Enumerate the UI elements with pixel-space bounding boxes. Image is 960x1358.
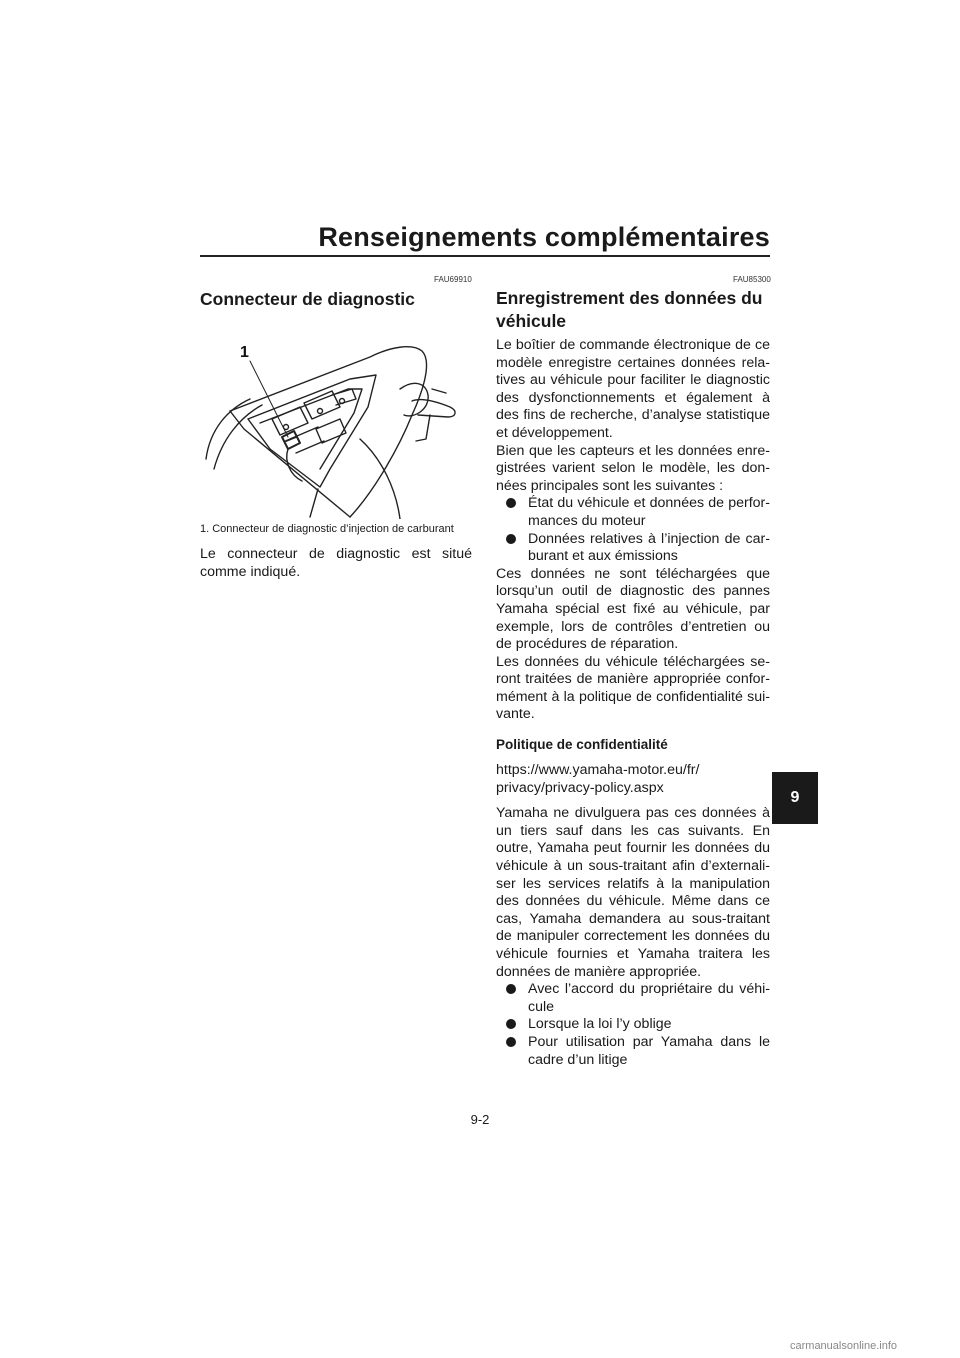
section-heading-vehicle-data: Enregistrement des données du véhicule: [496, 288, 763, 331]
page-number: 9-2: [470, 1112, 490, 1127]
paragraph-3: Ces données ne sont téléchargées que lorsqu’un outil de diagnostic des pannes Yamaha spécial est fixé au véhicule, par exemple, lors de contrôles d’entretien ou de procédures de réparation.: [496, 565, 770, 653]
paragraph-5: Yamaha ne divulguera pas ces données à un tiers sauf dans les cas suivants. En outre, Yamaha peut fournir les données du véhicule à un sous-traitant afin d’externali-ser les services relatifs à la manipulation des données du véhicule. Même dans ce cas, Yamaha demandera au sous-traitant de manipuler correctement les données du véhicule fournies et Yamaha traitera les données de manière appropriée.: [496, 805, 770, 980]
privacy-url-line-2[interactable]: privacy/privacy-policy.aspx: [496, 779, 664, 796]
chapter-tab: 9: [772, 772, 818, 824]
diagnostic-connector-illustration: [200, 319, 472, 519]
list-item: Avec l’accord du propriétaire du véhi-cule: [496, 981, 770, 1016]
diagnostic-body-text: Le connecteur de diagnostic est situé comme indiqué.: [200, 546, 472, 580]
watermark: carmanualsonline.info: [790, 1340, 898, 1352]
list-item: Lorsque la loi l’y oblige: [496, 1016, 770, 1034]
paragraph-1: Le boîtier de commande électronique de ce modèle enregistre certaines données rela-tives au véhicule pour faciliter le diagnostic des dysfonctionnements et également à des fins de recherche, d’analyse statistique et développement.: [496, 337, 770, 441]
page-title: Renseignements complémentaires: [318, 222, 770, 252]
header-rule: [200, 255, 770, 257]
paragraph-2: Bien que les capteurs et les données enre-gistrées varient selon le modèle, les don-nées principales sont les suivantes :: [496, 442, 770, 494]
motorcycle-seat-diagram: [200, 319, 472, 519]
privacy-url-line-1[interactable]: https://www.yamaha-motor.eu/fr/: [496, 762, 700, 779]
bullet-icon: [506, 1037, 516, 1047]
list-item: Données relatives à l’injection de car-burant et aux émissions: [496, 531, 770, 566]
section-heading-diagnostic: Connecteur de diagnostic: [200, 289, 415, 309]
paragraph-4: Les données du véhicule téléchargées se-ront traitées de manière appropriée confor-mément à la politique de confidentialité sui-vante.: [496, 653, 770, 723]
bullet-icon: [506, 534, 516, 544]
section-code-right: FAU85300: [733, 275, 771, 284]
section-code-left: FAU69910: [434, 275, 472, 284]
bullet-icon: [506, 498, 516, 508]
right-column: [496, 287, 770, 1069]
bullet-icon: [506, 1019, 516, 1029]
figure-callout-1: 1: [240, 344, 249, 361]
bullet-list-2: [496, 981, 770, 1069]
privacy-subheading: Politique de confidentialité: [496, 737, 668, 753]
list-item: Pour utilisation par Yamaha dans le cadre d’un litige: [496, 1034, 770, 1069]
bullet-list-1: [496, 495, 770, 565]
bullet-icon: [506, 984, 516, 994]
figure-caption: 1. Connecteur de diagnostic d’injection de carburant: [200, 523, 454, 535]
list-item: État du véhicule et données de perfor-mances du moteur: [496, 495, 770, 530]
left-column: [200, 288, 472, 581]
